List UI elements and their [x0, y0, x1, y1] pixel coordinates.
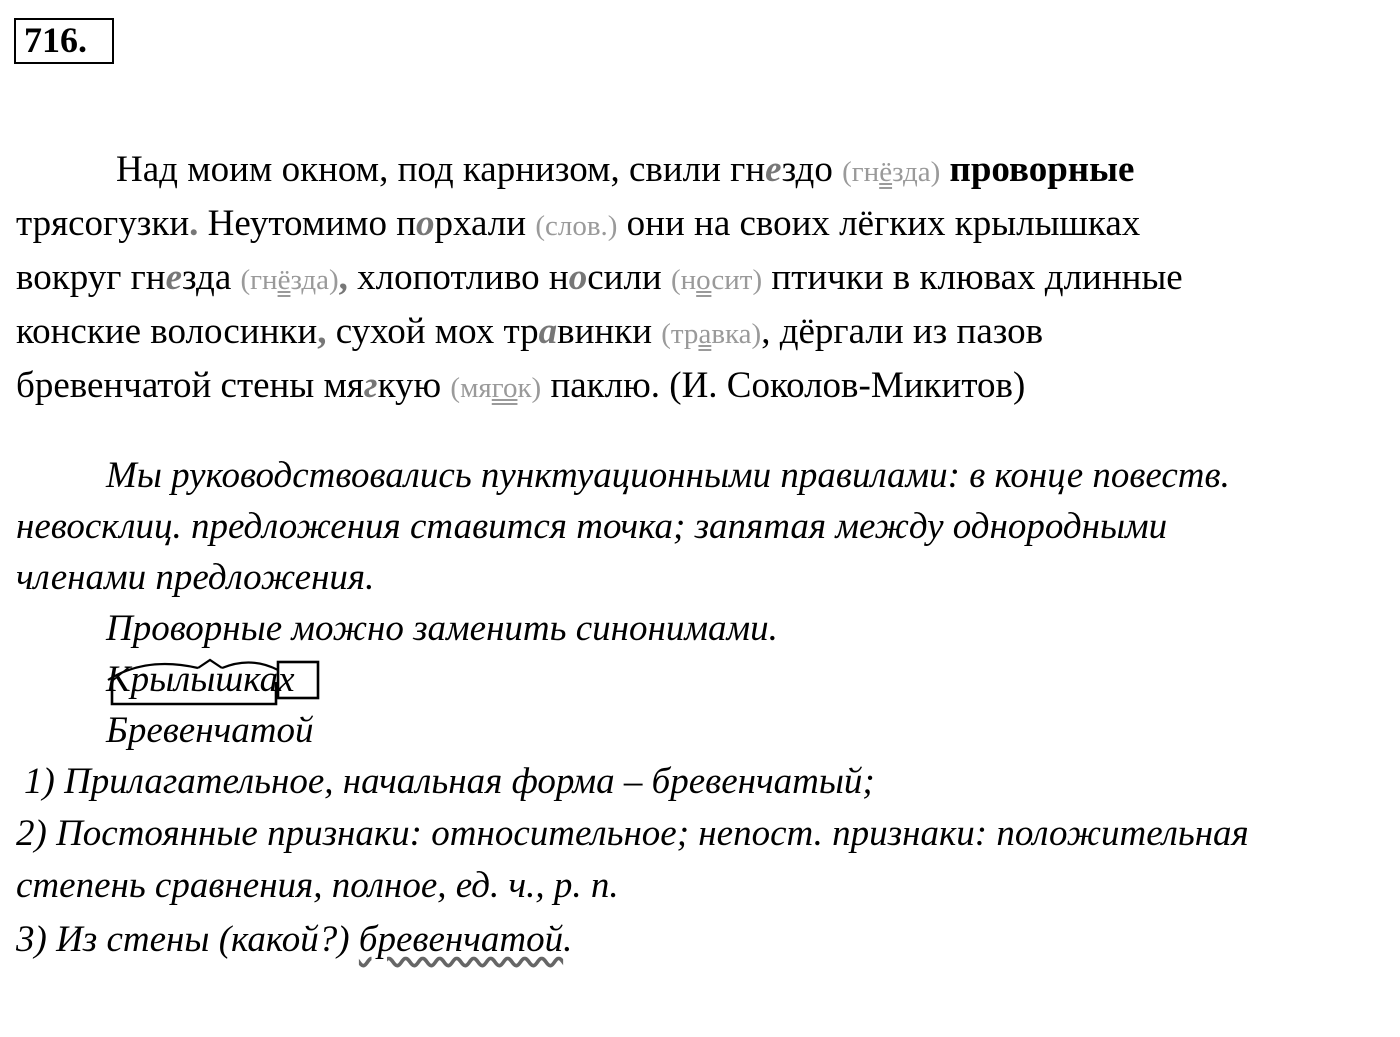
check-word-hint [671, 264, 762, 296]
morpheme-marks [106, 654, 326, 710]
hint-text: зда) [892, 156, 941, 188]
dictation-line-5 [16, 360, 1386, 414]
hint-text: (н [670, 264, 697, 296]
hint-underlined-letter: го [491, 372, 518, 404]
text-run: сухой мох тр [326, 311, 539, 352]
dictation-line-1 [16, 144, 1386, 198]
punctuation-note-line-3: членами предложения. [16, 557, 375, 598]
morpheme-stem: Крылышк [106, 659, 260, 700]
parse-item-1: 1) Прилагательное, начальная форма – бревенчатый; [24, 761, 875, 802]
exercise-number: 716. [14, 18, 114, 64]
text-run: здо [781, 149, 843, 190]
morpheme-parse [16, 654, 1396, 705]
text-run: Над моим окном, под карнизом, свили гн [116, 149, 766, 190]
hint-text: вка) [711, 318, 762, 350]
text-run: кую [377, 365, 451, 406]
punctuation-note-line-1 [16, 450, 1396, 501]
synonyms-note [16, 603, 1396, 654]
highlighted-punctuation: , [338, 257, 348, 298]
text-run: рхали [434, 203, 536, 244]
wavy-underlined-word: бревенчатой [358, 919, 564, 960]
text-run: птички в клювах длинные [762, 257, 1183, 298]
morpheme-word [106, 654, 295, 705]
parsed-word [16, 705, 1396, 756]
text-run: винки [557, 311, 662, 352]
text-run: Мы руководствовались пунктуационными правилами: в конце повеств. [106, 455, 1230, 496]
highlighted-punctuation: . [189, 203, 199, 244]
hint-text: (гн [240, 264, 278, 296]
highlighted-letter: е [165, 257, 183, 298]
hint-underlined-letter: ё [277, 264, 291, 296]
hint-underlined-letter: о [696, 264, 712, 296]
hint-text: (мя [450, 372, 492, 404]
highlighted-letter: о [416, 203, 435, 244]
text-run: Бревенчатой [106, 710, 314, 751]
stem-bracket [112, 682, 276, 704]
parse-item-2-continued: степень сравнения, полное, ед. ч., р. п. [16, 865, 619, 906]
suffix-caret [198, 660, 222, 668]
ending-box [278, 662, 318, 698]
check-word-hint [661, 318, 761, 350]
text-run: хлопотливо н [347, 257, 569, 298]
text-run: Неутомимо п [198, 203, 417, 244]
parse-item-3 [16, 914, 1396, 965]
highlighted-punctuation: , [317, 311, 327, 352]
root-arc [108, 664, 198, 680]
hint-text: (гн [842, 156, 880, 188]
text-run: бревенчатой стены мя [16, 365, 364, 406]
check-word-hint: (слов.) [535, 210, 618, 242]
text-run: паклю. (И. Соколов-Микитов) [541, 365, 1026, 406]
highlighted-letter: е [765, 149, 782, 190]
hint-text: зда) [290, 264, 339, 296]
hint-underlined-letter: ё [879, 156, 893, 188]
punctuation-note-line-2: невосклиц. предложения ставится точка; запятая между однородными [16, 506, 1168, 547]
text-run: трясогузки [16, 203, 190, 244]
dictation-line-3 [16, 252, 1386, 306]
text-run: вокруг гн [16, 257, 166, 298]
highlighted-letter: а [538, 311, 558, 352]
text-run: Проворные можно заменить синонимами. [106, 608, 778, 649]
highlighted-letter: г [363, 365, 378, 406]
dictation-line-4 [16, 306, 1386, 360]
bold-word: проворные [940, 149, 1135, 190]
highlighted-letter: о [568, 257, 588, 298]
text-run: они на своих лёгких крылышках [617, 203, 1141, 244]
text-run: зда [182, 257, 241, 298]
hint-underlined-letter: а [698, 318, 712, 350]
root-arc-2 [222, 662, 278, 670]
text-run: конские волосинки [16, 311, 318, 352]
hint-text: сит) [711, 264, 763, 296]
text-run: сили [587, 257, 671, 298]
parse-item-2: 2) Постоянные признаки: относительное; непост. признаки: положительная [16, 813, 1249, 854]
check-word-hint [241, 264, 339, 296]
text-run: , дёргали из пазов [761, 311, 1044, 352]
check-word-hint [842, 156, 940, 188]
dictation-text [16, 144, 1386, 414]
dictation-line-2 [16, 198, 1386, 252]
text-run: . [563, 919, 573, 960]
morpheme-ending: ах [259, 659, 295, 700]
check-word-hint [450, 372, 541, 404]
hint-text: к) [517, 372, 542, 404]
hint-text: (тр [661, 318, 699, 350]
text-run: 3) Из стены (какой?) [16, 919, 359, 960]
